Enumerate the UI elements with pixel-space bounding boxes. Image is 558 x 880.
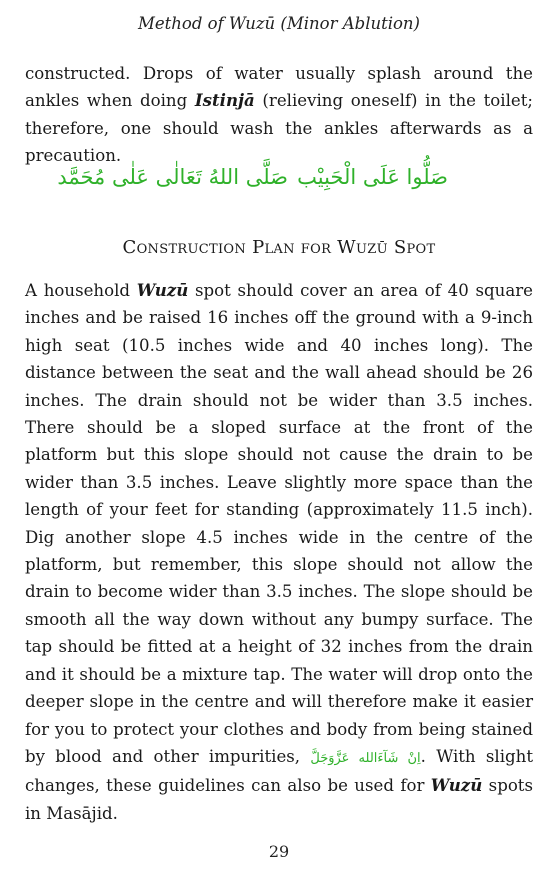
intro-text-1: constructed. Drops of water usually splash around the ankles when doing <box>25 64 533 111</box>
body-text-3: . With slight changes, these guidelines can also be used for <box>25 746 533 796</box>
inline-arabic-phrase: اِنْ شَآءَالله عَزَّوَجَلَّ <box>310 750 421 766</box>
body-text-4: spots in Masājid. <box>25 776 533 823</box>
construction-paragraph <box>25 277 533 827</box>
intro-text-2: (relieving oneself) in the toilet; therefore, one should wash the ankles afterwards as a precaution. <box>25 91 533 166</box>
section-heading: Construction Plan for Wuzū Spot <box>122 237 436 258</box>
term-wuzu-2: Wuzū <box>430 775 483 796</box>
salutation-right: صَلُّوا عَلَى الْحَبِيْب <box>297 165 448 189</box>
intro-paragraph <box>25 60 533 170</box>
body-text-2: spot should cover an area of 40 square inches and be raised 16 inches off the ground with a 9-inch high seat (10.5 inches wide and 40 inches long). The distance between the seat and the wall ahead should be 26 inches. The drain should not be wider than 3.5 inches. There should be a sloped surface at the front of the platform but this slope should not cause the drain to be wider than 3.5 inches. Leave slightly more space than the length of your feet for standing (approximately 11.5 inch). Dig another slope 4.5 inches wide in the centre of the platform, but remember, this slope should not allow the drain to become wider than 3.5 inches. The slope should be smooth all the way down without any bumpy surface. The tap should be fitted at a height of 32 inches from the drain and it should be a mixture tap. The water will drop onto the deeper slope in the centre and will therefore make it easier for you to protect your clothes and body from being stained by blood and other impurities, <box>25 281 533 766</box>
running-head: Method of Wuzū (Minor Ablution) <box>137 14 420 33</box>
salutation-left: صَلَّى اللهُ تَعَالٰى عَلٰى مُحَمَّد <box>57 165 288 189</box>
page-number: 29 <box>268 842 290 861</box>
salutation-line <box>0 165 558 205</box>
term-wuzu-1: Wuzū <box>136 280 189 300</box>
term-istinja: Istinjā <box>194 90 255 111</box>
body-text-1: A household <box>25 281 137 300</box>
